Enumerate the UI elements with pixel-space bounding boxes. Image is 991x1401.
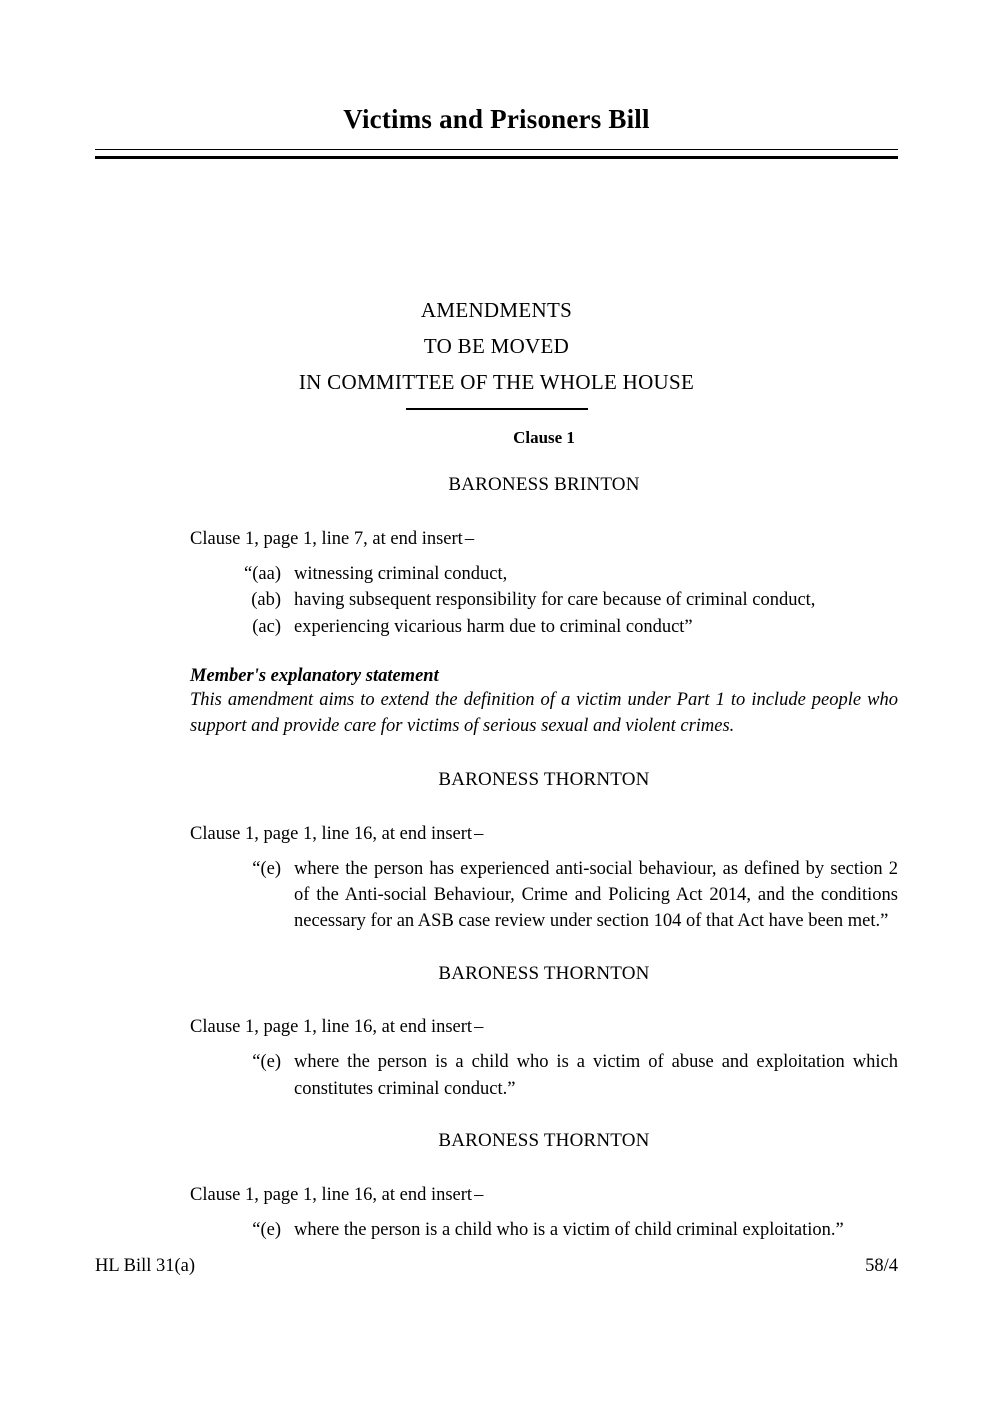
list-item-label: “(e) xyxy=(252,1052,281,1073)
masthead-rule-lower xyxy=(95,156,898,159)
list-item-text: where the person is a child who is a victim of child criminal exploitation.” xyxy=(294,1219,844,1240)
explanatory-statement-text: This amendment aims to extend the definition of a victim under Part 1 to include people who support and provide care for victims of serious sexual and violent crimes. xyxy=(190,690,898,736)
heading-block xyxy=(95,300,898,410)
amendment-items xyxy=(190,1217,898,1243)
list-item-text: where the person is a child who is a victim of abuse and exploitation which constitutes criminal conduct.” xyxy=(294,1052,898,1099)
list-item-text: having subsequent responsibility for care because of criminal conduct, xyxy=(294,590,816,611)
em-dash: – xyxy=(474,1017,484,1038)
list-item xyxy=(190,856,898,935)
amendment-block xyxy=(190,1130,898,1243)
page-title: Victims and Prisoners Bill xyxy=(343,104,650,134)
footer-page-reference: 58/4 xyxy=(865,1256,898,1276)
amendment-instruction-text: Clause 1, page 1, line 16, at end insert xyxy=(190,823,473,844)
list-item xyxy=(190,561,898,587)
list-item-label: (ab) xyxy=(251,590,281,611)
amendment-items xyxy=(190,561,898,640)
em-dash: – xyxy=(474,1184,484,1205)
em-dash: – xyxy=(464,529,475,550)
list-item-label: “(e) xyxy=(252,858,281,879)
amendment-instruction xyxy=(190,527,898,552)
amendment-sponsor: BARONESS THORNTON xyxy=(438,962,650,984)
heading-divider-rule xyxy=(406,408,588,410)
list-item-label: “(e) xyxy=(252,1219,281,1240)
amendment-sponsor: BARONESS THORNTON xyxy=(438,1129,650,1151)
amendment-instruction xyxy=(190,1183,898,1208)
explanatory-statement-title: Member's explanatory statement xyxy=(190,665,439,686)
masthead xyxy=(95,104,898,159)
heading-to-be-moved: TO BE MOVED xyxy=(423,334,570,358)
amendment-items xyxy=(190,856,898,935)
list-item-text: where the person has experienced anti-social behaviour, as defined by section 2 of the Anti-social Behaviour, Crime and Policing Act 2014, and the conditions necessary for an ASB case review under section 104 of that Act have been met.” xyxy=(294,858,898,932)
amendment-instruction-text: Clause 1, page 1, line 16, at end insert xyxy=(190,1184,473,1205)
masthead-rule-upper xyxy=(95,149,898,154)
amendment-instruction xyxy=(190,822,898,847)
amendments-body xyxy=(190,428,898,1243)
amendment-block xyxy=(190,474,898,739)
page-footer xyxy=(95,1255,898,1277)
heading-amendments: AMENDMENTS xyxy=(420,298,573,322)
amendment-block xyxy=(190,769,898,935)
list-item xyxy=(190,587,898,613)
em-dash: – xyxy=(474,823,484,844)
list-item-label: “(aa) xyxy=(244,564,281,585)
list-item-text: experiencing vicarious harm due to criminal conduct” xyxy=(294,616,693,637)
list-item-label: (ac) xyxy=(252,616,281,637)
amendment-instruction xyxy=(190,1015,898,1040)
list-item xyxy=(190,1217,898,1243)
amendment-items xyxy=(190,1049,898,1102)
clause-heading: Clause 1 xyxy=(513,428,575,447)
amendment-instruction-text: Clause 1, page 1, line 16, at end insert xyxy=(190,1017,473,1038)
amendment-block xyxy=(190,963,898,1102)
footer-bill-number: HL Bill 31(a) xyxy=(95,1256,196,1276)
amendment-sponsor: BARONESS THORNTON xyxy=(438,769,650,791)
amendment-sponsor: BARONESS BRINTON xyxy=(448,474,640,496)
amendment-instruction-text: Clause 1, page 1, line 7, at end insert xyxy=(190,529,463,550)
heading-in-committee: IN COMMITTEE OF THE WHOLE HOUSE xyxy=(298,370,695,394)
list-item xyxy=(190,614,898,640)
list-item xyxy=(190,1049,898,1102)
list-item-text: witnessing criminal conduct, xyxy=(294,564,508,585)
